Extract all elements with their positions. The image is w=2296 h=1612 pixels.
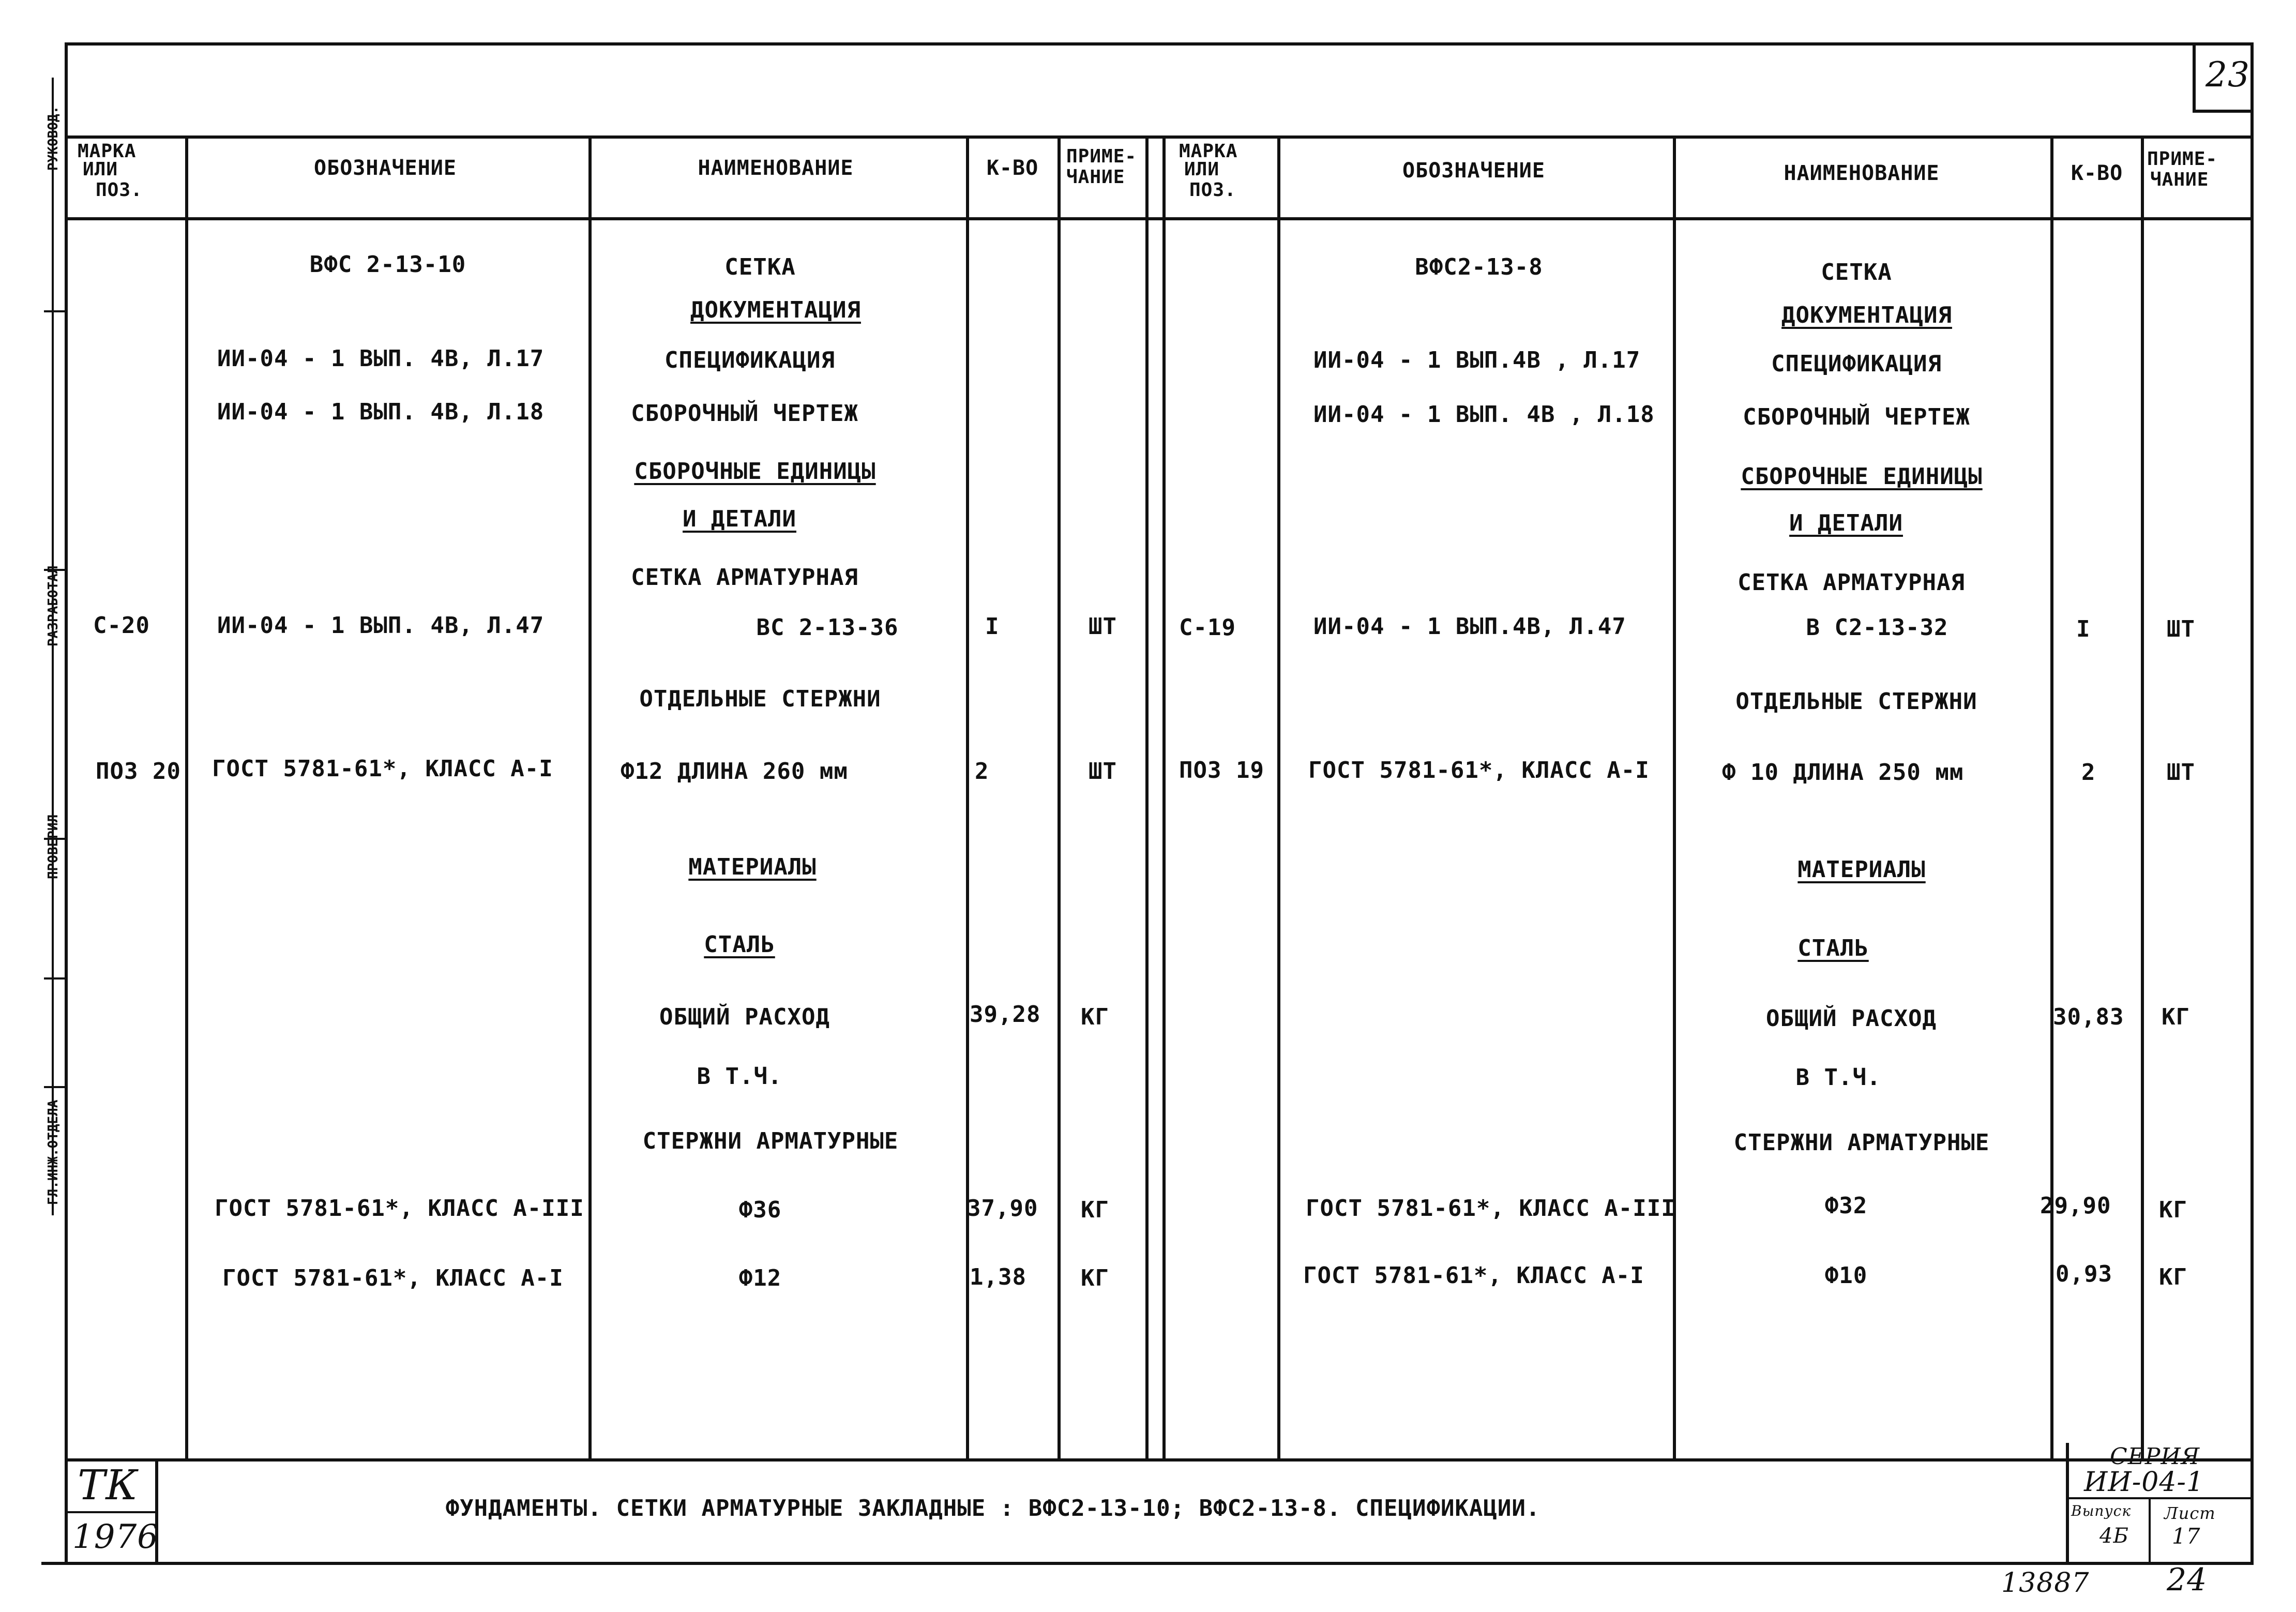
left-r1-name: Ф36 bbox=[738, 1197, 782, 1223]
right-spec-name: СПЕЦИФИКАЦИЯ bbox=[1771, 351, 1942, 377]
right-incl: В Т.Ч. bbox=[1795, 1064, 1881, 1091]
right-total-qty: 30,83 bbox=[2053, 1004, 2124, 1030]
left-steel: СТАЛЬ bbox=[704, 931, 775, 958]
inventory-number: 13887 bbox=[2001, 1568, 2090, 1599]
margin-label-head: РУКОВОД. bbox=[46, 106, 61, 171]
col-line bbox=[966, 135, 969, 1460]
col-line bbox=[1058, 135, 1061, 1460]
left-pos-name: Ф12 ДЛИНА 260 мм bbox=[621, 758, 848, 785]
left-r2-unit: КГ bbox=[1081, 1265, 1109, 1291]
right-pos-qty: 2 bbox=[2081, 759, 2096, 786]
left-grid: СЕТКА bbox=[724, 254, 796, 280]
col-line bbox=[1673, 135, 1676, 1460]
sheet-number: 23 bbox=[2206, 55, 2250, 95]
left-r2-qty: 1,38 bbox=[970, 1264, 1026, 1290]
right-r1-name: Ф32 bbox=[1824, 1193, 1868, 1219]
frame-right-line bbox=[2250, 42, 2254, 1565]
table-top-line bbox=[65, 135, 2252, 139]
right-title-designation: ВФС2-13-8 bbox=[1415, 254, 1543, 280]
header-mark-l1: МАРКА bbox=[1179, 141, 1238, 162]
left-mesh-name: СЕТКА АРМАТУРНАЯ bbox=[631, 564, 858, 591]
right-mesh-mark: С-19 bbox=[1179, 614, 1236, 641]
margin-label-chief-engineer: ГЛ.ИНЖ.ОТДЕЛА bbox=[46, 1099, 61, 1205]
col-line bbox=[2050, 135, 2053, 1460]
right-asm-name: СБОРОЧНЫЙ ЧЕРТЕЖ bbox=[1743, 404, 1970, 430]
right-mesh-type: В С2-13-32 bbox=[1806, 614, 1948, 641]
left-total-unit: КГ bbox=[1081, 1004, 1109, 1030]
frame-left-line bbox=[65, 42, 68, 1565]
right-pos-ref: ГОСТ 5781-61*, КЛАСС А-I bbox=[1308, 757, 1650, 784]
left-total-qty: 39,28 bbox=[970, 1001, 1041, 1028]
frame-bottom-line bbox=[41, 1562, 2252, 1565]
left-incl: В Т.Ч. bbox=[697, 1063, 782, 1090]
right-r2-unit: КГ bbox=[2159, 1264, 2187, 1290]
header-mark-l1: МАРКА bbox=[78, 141, 137, 162]
right-steel: СТАЛЬ bbox=[1797, 935, 1869, 961]
right-r2-qty: 0,93 bbox=[2056, 1261, 2112, 1287]
series-value: ИИ-04-1 bbox=[2084, 1467, 2204, 1498]
left-pos-unit: ШТ bbox=[1089, 758, 1117, 785]
right-mesh-ref: ИИ-04 - 1 ВЫП.4В, Л.47 bbox=[1313, 613, 1626, 640]
header-note-l2: ЧАНИЕ bbox=[1066, 167, 1125, 188]
left-units-1: СБОРОЧНЫЕ ЕДИНИЦЫ bbox=[634, 458, 876, 485]
right-rebar: СТЕРЖНИ АРМАТУРНЫЕ bbox=[1733, 1129, 1990, 1156]
left-r2-ref: ГОСТ 5781-61*, КЛАСС А-I bbox=[222, 1265, 564, 1291]
right-mesh-unit: ШТ bbox=[2167, 616, 2195, 642]
left-r2-name: Ф12 bbox=[738, 1265, 782, 1291]
col-line bbox=[1162, 135, 1166, 1460]
issue-value: 4Б bbox=[2099, 1524, 2129, 1548]
org-year-divider bbox=[65, 1511, 157, 1513]
right-pos-unit: ШТ bbox=[2167, 759, 2195, 786]
right-bars: ОТДЕЛЬНЫЕ СТЕРЖНИ bbox=[1735, 688, 1977, 715]
margin-tick bbox=[44, 1086, 65, 1088]
header-mark-l3: ПОЗ. bbox=[1189, 179, 1236, 201]
right-mesh-name: СЕТКА АРМАТУРНАЯ bbox=[1738, 569, 1965, 596]
header-qty: К-ВО bbox=[2071, 161, 2123, 185]
frame-top-line bbox=[65, 42, 2252, 46]
left-mesh-mark: С-20 bbox=[93, 612, 150, 639]
margin-line bbox=[52, 78, 54, 1215]
left-rebar: СТЕРЖНИ АРМАТУРНЫЕ bbox=[642, 1128, 899, 1154]
series-box-split bbox=[2149, 1497, 2151, 1564]
left-mesh-type: ВС 2-13-36 bbox=[756, 614, 899, 641]
right-mesh-qty: I bbox=[2076, 616, 2091, 642]
left-mesh-qty: I bbox=[985, 613, 1000, 640]
page-number: 24 bbox=[2167, 1562, 2208, 1598]
left-docs: ДОКУМЕНТАЦИЯ bbox=[690, 297, 861, 323]
right-units-2: И ДЕТАЛИ bbox=[1789, 510, 1903, 536]
right-asm-ref: ИИ-04 - 1 ВЫП. 4В , Л.18 bbox=[1313, 401, 1655, 428]
title-block-top-line bbox=[65, 1458, 2252, 1462]
right-total-name: ОБЩИЙ РАСХОД bbox=[1766, 1005, 1937, 1032]
left-pos-qty: 2 bbox=[975, 758, 989, 785]
left-spec-name: СПЕЦИФИКАЦИЯ bbox=[664, 347, 835, 373]
left-title-designation: ВФС 2-13-10 bbox=[309, 251, 466, 278]
header-name: НАИМЕНОВАНИЕ bbox=[1784, 161, 1940, 185]
header-name: НАИМЕНОВАНИЕ bbox=[698, 156, 854, 180]
col-line bbox=[2141, 135, 2144, 1460]
header-note-l1: ПРИМЕ- bbox=[2147, 148, 2218, 170]
org-year: 1976 bbox=[72, 1518, 159, 1556]
document-title: ФУНДАМЕНТЫ. СЕТКИ АРМАТУРНЫЕ ЗАКЛАДНЫЕ : ВФС2-13-10; ВФС2-13-8. СПЕЦИФИКАЦИИ. bbox=[445, 1495, 1540, 1521]
margin-label-developed: РАЗРАБОТАЛ bbox=[46, 565, 61, 646]
header-bottom-line bbox=[65, 217, 2252, 220]
issue-label: Выпуск bbox=[2071, 1502, 2132, 1519]
series-box-left bbox=[2066, 1443, 2069, 1564]
left-materials: МАТЕРИАЛЫ bbox=[688, 854, 817, 880]
header-mark-l2: ИЛИ bbox=[83, 159, 118, 180]
right-total-unit: КГ bbox=[2162, 1004, 2190, 1030]
header-note-l1: ПРИМЕ- bbox=[1066, 146, 1137, 167]
left-mesh-unit: ШТ bbox=[1089, 613, 1117, 640]
left-asm-ref: ИИ-04 - 1 ВЫП. 4В, Л.18 bbox=[217, 399, 545, 425]
header-mark-l2: ИЛИ bbox=[1184, 159, 1220, 180]
header-designation: ОБОЗНАЧЕНИЕ bbox=[1402, 159, 1545, 183]
org-code: ТК bbox=[78, 1461, 139, 1509]
right-grid: СЕТКА bbox=[1821, 259, 1892, 285]
col-line bbox=[588, 135, 592, 1460]
margin-tick bbox=[44, 977, 65, 980]
left-total-name: ОБЩИЙ РАСХОД bbox=[659, 1004, 830, 1030]
right-units-1: СБОРОЧНЫЕ ЕДИНИЦЫ bbox=[1741, 463, 1983, 490]
col-line bbox=[185, 135, 188, 1460]
col-line bbox=[1277, 135, 1280, 1460]
right-r2-name: Ф10 bbox=[1824, 1262, 1868, 1289]
margin-label-checked: ПРОВЕРИЛ bbox=[46, 814, 61, 879]
right-r1-qty: 29,90 bbox=[2040, 1193, 2111, 1219]
margin-tick bbox=[44, 310, 65, 312]
right-pos-name: Ф 10 ДЛИНА 250 мм bbox=[1722, 759, 1964, 786]
left-mesh-ref: ИИ-04 - 1 ВЫП. 4В, Л.47 bbox=[217, 612, 545, 639]
col-line bbox=[1145, 135, 1149, 1460]
header-note-l2: ЧАНИЕ bbox=[2150, 169, 2209, 190]
left-units-2: И ДЕТАЛИ bbox=[683, 506, 796, 532]
sheet-value: 17 bbox=[2172, 1524, 2201, 1549]
left-bars: ОТДЕЛЬНЫЕ СТЕРЖНИ bbox=[639, 686, 881, 712]
left-asm-name: СБОРОЧНЫЙ ЧЕРТЕЖ bbox=[631, 400, 858, 427]
right-r1-ref: ГОСТ 5781-61*, КЛАСС А-III bbox=[1306, 1195, 1675, 1222]
left-r1-qty: 37,90 bbox=[967, 1195, 1038, 1222]
right-pos-mark: ПОЗ 19 bbox=[1179, 757, 1264, 784]
left-r1-ref: ГОСТ 5781-61*, КЛАСС А-III bbox=[215, 1195, 584, 1222]
series-label: СЕРИЯ bbox=[2110, 1443, 2200, 1470]
sheet-label: Лист bbox=[2164, 1503, 2216, 1523]
left-pos-mark: ПОЗ 20 bbox=[96, 758, 181, 785]
right-r2-ref: ГОСТ 5781-61*, КЛАСС А-I bbox=[1303, 1262, 1644, 1289]
left-spec-ref: ИИ-04 - 1 ВЫП. 4В, Л.17 bbox=[217, 345, 545, 372]
left-r1-unit: КГ bbox=[1081, 1197, 1109, 1223]
header-qty: К-ВО bbox=[986, 156, 1039, 180]
left-pos-ref: ГОСТ 5781-61*, КЛАСС А-I bbox=[212, 756, 553, 782]
header-designation: ОБОЗНАЧЕНИЕ bbox=[314, 156, 457, 180]
right-r1-unit: КГ bbox=[2159, 1197, 2187, 1223]
right-materials: МАТЕРИАЛЫ bbox=[1797, 856, 1926, 883]
right-docs: ДОКУМЕНТАЦИЯ bbox=[1781, 302, 1952, 328]
header-mark-l3: ПОЗ. bbox=[96, 179, 143, 201]
right-spec-ref: ИИ-04 - 1 ВЫП.4В , Л.17 bbox=[1313, 347, 1641, 373]
